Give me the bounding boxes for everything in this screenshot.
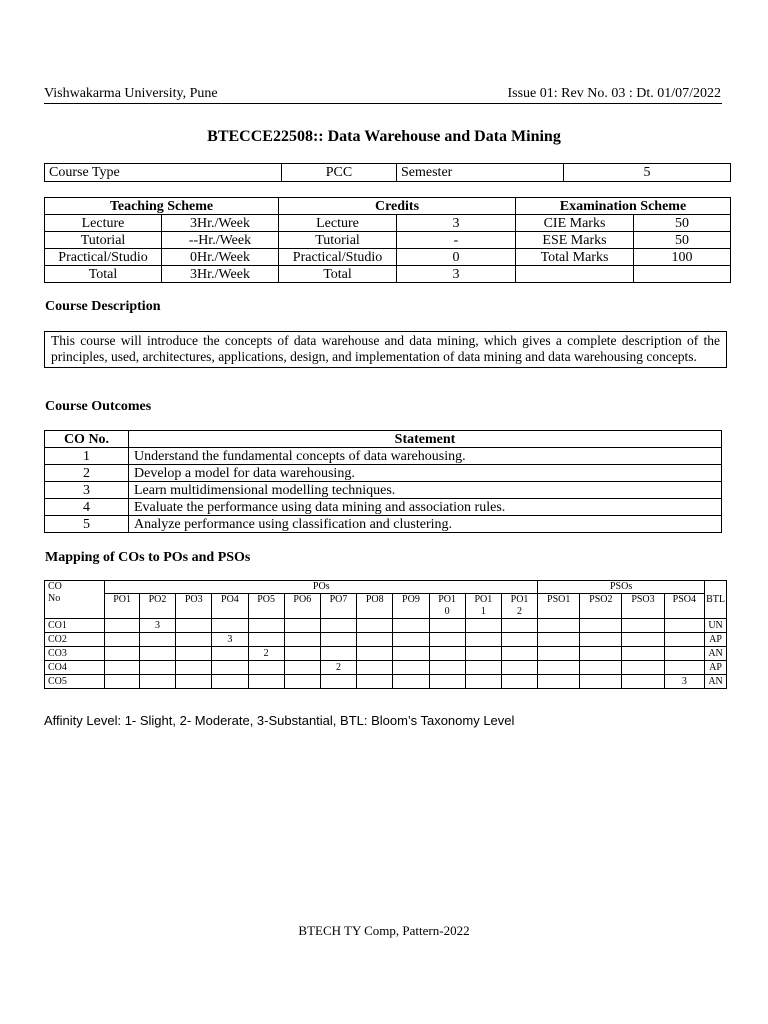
mapping-row bbox=[45, 633, 727, 647]
outcome-column-header: PO8 bbox=[357, 594, 393, 619]
mapping-cell bbox=[393, 619, 429, 633]
statement-header: Statement bbox=[129, 431, 722, 448]
mapping-cell bbox=[501, 647, 537, 661]
outcome-column-header: PO3 bbox=[176, 594, 212, 619]
mapping-cell bbox=[501, 661, 537, 675]
outcome-statement: Analyze performance using classification and clustering. bbox=[129, 516, 722, 533]
outcome-column-header: PO1 2 bbox=[501, 594, 537, 619]
scheme-row bbox=[45, 232, 731, 249]
scheme-cell: Total bbox=[279, 266, 397, 283]
outcome-column-header: PO5 bbox=[248, 594, 284, 619]
course-outcomes-table bbox=[44, 430, 722, 533]
outcome-statement: Develop a model for data warehousing. bbox=[129, 465, 722, 482]
outcome-row bbox=[45, 482, 722, 499]
mapping-cell bbox=[538, 647, 580, 661]
outcome-column-header: PSO2 bbox=[580, 594, 622, 619]
scheme-table bbox=[44, 197, 731, 283]
co-no-header: CO No. bbox=[45, 431, 129, 448]
mapping-cell bbox=[139, 633, 175, 647]
outcome-number: 3 bbox=[45, 482, 129, 499]
mapping-subheader-row bbox=[45, 594, 727, 619]
mapping-cell bbox=[393, 661, 429, 675]
scheme-cell: 3 bbox=[397, 266, 516, 283]
scheme-cell: 0Hr./Week bbox=[162, 249, 279, 266]
scheme-cell: 3Hr./Week bbox=[162, 266, 279, 283]
scheme-cell: Lecture bbox=[45, 215, 162, 232]
mapping-cell bbox=[105, 675, 140, 689]
mapping-cell bbox=[501, 619, 537, 633]
scheme-cell: 3 bbox=[397, 215, 516, 232]
mapping-cell bbox=[248, 661, 284, 675]
mapping-cell bbox=[465, 661, 501, 675]
scheme-cell: Total Marks bbox=[516, 249, 634, 266]
outcome-number: 4 bbox=[45, 499, 129, 516]
mapping-cell bbox=[212, 661, 248, 675]
mapping-header-row bbox=[45, 581, 727, 594]
mapping-row bbox=[45, 675, 727, 689]
mapping-cell bbox=[538, 619, 580, 633]
mapping-cell bbox=[176, 647, 212, 661]
co-header-line-1: CO bbox=[48, 581, 62, 592]
scheme-cell: ESE Marks bbox=[516, 232, 634, 249]
mapping-cell bbox=[284, 619, 320, 633]
mapping-cell bbox=[105, 661, 140, 675]
mapping-row bbox=[45, 619, 727, 633]
pos-header: POs bbox=[105, 581, 538, 594]
exam-scheme-header: Examination Scheme bbox=[516, 198, 731, 215]
course-outcomes-heading: Course Outcomes bbox=[45, 399, 152, 414]
psos-header: PSOs bbox=[538, 581, 705, 594]
teaching-scheme-header: Teaching Scheme bbox=[45, 198, 279, 215]
mapping-cell bbox=[284, 661, 320, 675]
outcome-column-header: PO7 bbox=[320, 594, 356, 619]
scheme-cell bbox=[634, 266, 731, 283]
university-name: Vishwakarma University, Pune bbox=[44, 86, 218, 101]
mapping-cell bbox=[176, 661, 212, 675]
mapping-row bbox=[45, 647, 727, 661]
outcome-column-header: PO1 0 bbox=[429, 594, 465, 619]
mapping-cell bbox=[664, 633, 705, 647]
semester-value: 5 bbox=[564, 164, 731, 182]
outcome-statement: Understand the fundamental concepts of data warehousing. bbox=[129, 448, 722, 465]
mapping-cell bbox=[248, 633, 284, 647]
mapping-cell bbox=[393, 633, 429, 647]
btl-header: BTL bbox=[705, 581, 727, 619]
mapping-cell: 3 bbox=[139, 619, 175, 633]
mapping-cell bbox=[465, 633, 501, 647]
mapping-cell bbox=[212, 647, 248, 661]
outcome-column-header: PO2 bbox=[139, 594, 175, 619]
co-no-header bbox=[45, 581, 105, 619]
mapping-cell bbox=[622, 633, 664, 647]
scheme-cell: --Hr./Week bbox=[162, 232, 279, 249]
mapping-cell bbox=[465, 647, 501, 661]
mapping-cell: 3 bbox=[664, 675, 705, 689]
course-type-label: Course Type bbox=[45, 164, 282, 182]
course-description-heading: Course Description bbox=[45, 299, 161, 314]
outcome-column-header: PO1 1 bbox=[465, 594, 501, 619]
scheme-cell: 3Hr./Week bbox=[162, 215, 279, 232]
scheme-cell: Tutorial bbox=[279, 232, 397, 249]
mapping-cell bbox=[580, 633, 622, 647]
mapping-cell bbox=[320, 633, 356, 647]
btl-cell: AN bbox=[705, 675, 727, 689]
mapping-cell bbox=[357, 675, 393, 689]
credits-header: Credits bbox=[279, 198, 516, 215]
btl-cell: UN bbox=[705, 619, 727, 633]
outcome-number: 1 bbox=[45, 448, 129, 465]
scheme-cell: CIE Marks bbox=[516, 215, 634, 232]
mapping-cell bbox=[664, 619, 705, 633]
scheme-cell: Practical/Studio bbox=[279, 249, 397, 266]
mapping-cell bbox=[393, 647, 429, 661]
mapping-cell bbox=[139, 675, 175, 689]
scheme-cell: 100 bbox=[634, 249, 731, 266]
mapping-cell bbox=[538, 633, 580, 647]
scheme-cell: Total bbox=[45, 266, 162, 283]
outcome-column-header: PSO3 bbox=[622, 594, 664, 619]
co-po-mapping-table bbox=[44, 580, 727, 689]
scheme-cell: Lecture bbox=[279, 215, 397, 232]
co-label: CO5 bbox=[45, 675, 105, 689]
mapping-cell bbox=[248, 619, 284, 633]
co-header-line-2: No bbox=[48, 593, 61, 604]
course-type-value: PCC bbox=[282, 164, 397, 182]
mapping-cell bbox=[664, 661, 705, 675]
mapping-cell bbox=[501, 633, 537, 647]
mapping-cell bbox=[429, 619, 465, 633]
mapping-cell bbox=[622, 661, 664, 675]
scheme-cell: 50 bbox=[634, 232, 731, 249]
outcome-column-header: PSO4 bbox=[664, 594, 705, 619]
mapping-cell bbox=[357, 647, 393, 661]
course-description-text: This course will introduce the concepts of data warehouse and data mining, which gives a complete description of the principles, used, architectures, applications, design, and implementation of data mining and data warehousing concepts. bbox=[44, 331, 727, 368]
outcome-column-header: PO1 bbox=[105, 594, 140, 619]
mapping-cell bbox=[320, 619, 356, 633]
outcome-column-header: PSO1 bbox=[538, 594, 580, 619]
mapping-cell bbox=[393, 675, 429, 689]
mapping-cell bbox=[580, 661, 622, 675]
co-label: CO4 bbox=[45, 661, 105, 675]
outcome-number: 5 bbox=[45, 516, 129, 533]
mapping-cell bbox=[580, 675, 622, 689]
outcome-statement: Learn multidimensional modelling techniques. bbox=[129, 482, 722, 499]
mapping-cell bbox=[105, 619, 140, 633]
mapping-cell bbox=[320, 647, 356, 661]
mapping-cell bbox=[465, 619, 501, 633]
co-label: CO1 bbox=[45, 619, 105, 633]
mapping-cell bbox=[429, 633, 465, 647]
outcome-row bbox=[45, 516, 722, 533]
semester-label: Semester bbox=[397, 164, 564, 182]
scheme-cell: - bbox=[397, 232, 516, 249]
mapping-cell bbox=[357, 633, 393, 647]
mapping-cell bbox=[429, 647, 465, 661]
header-divider bbox=[44, 103, 722, 104]
scheme-cell: 50 bbox=[634, 215, 731, 232]
mapping-cell: 2 bbox=[248, 647, 284, 661]
mapping-cell bbox=[580, 647, 622, 661]
mapping-cell bbox=[284, 675, 320, 689]
mapping-cell bbox=[501, 675, 537, 689]
co-label: CO3 bbox=[45, 647, 105, 661]
mapping-cell bbox=[105, 633, 140, 647]
course-info-table bbox=[44, 163, 731, 182]
course-title: BTECCE22508:: Data Warehouse and Data Mining bbox=[207, 128, 561, 145]
outcome-column-header: PO4 bbox=[212, 594, 248, 619]
issue-info: Issue 01: Rev No. 03 : Dt. 01/07/2022 bbox=[507, 86, 721, 101]
mapping-cell bbox=[357, 661, 393, 675]
mapping-cell bbox=[176, 619, 212, 633]
outcome-number: 2 bbox=[45, 465, 129, 482]
mapping-cell bbox=[622, 647, 664, 661]
mapping-cell bbox=[357, 619, 393, 633]
mapping-cell bbox=[622, 619, 664, 633]
mapping-cell bbox=[622, 675, 664, 689]
outcome-column-header: PO9 bbox=[393, 594, 429, 619]
mapping-cell bbox=[176, 633, 212, 647]
mapping-cell bbox=[320, 675, 356, 689]
mapping-cell bbox=[538, 661, 580, 675]
scheme-cell: 0 bbox=[397, 249, 516, 266]
outcome-row bbox=[45, 448, 722, 465]
mapping-cell bbox=[139, 647, 175, 661]
mapping-cell bbox=[538, 675, 580, 689]
mapping-cell bbox=[429, 675, 465, 689]
scheme-cell: Practical/Studio bbox=[45, 249, 162, 266]
scheme-row bbox=[45, 215, 731, 232]
outcome-row bbox=[45, 465, 722, 482]
page-footer: BTECH TY Comp, Pattern-2022 bbox=[298, 923, 470, 938]
scheme-cell bbox=[516, 266, 634, 283]
mapping-cell bbox=[465, 675, 501, 689]
mapping-cell bbox=[139, 661, 175, 675]
scheme-row bbox=[45, 266, 731, 283]
mapping-cell bbox=[284, 633, 320, 647]
mapping-cell bbox=[105, 647, 140, 661]
mapping-row bbox=[45, 661, 727, 675]
scheme-row bbox=[45, 249, 731, 266]
btl-cell: AP bbox=[705, 661, 727, 675]
mapping-cell bbox=[429, 661, 465, 675]
outcome-statement: Evaluate the performance using data mining and association rules. bbox=[129, 499, 722, 516]
mapping-cell bbox=[284, 647, 320, 661]
mapping-cell bbox=[212, 619, 248, 633]
btl-cell: AP bbox=[705, 633, 727, 647]
btl-cell: AN bbox=[705, 647, 727, 661]
co-label: CO2 bbox=[45, 633, 105, 647]
mapping-cell bbox=[664, 647, 705, 661]
mapping-cell: 2 bbox=[320, 661, 356, 675]
mapping-cell: 3 bbox=[212, 633, 248, 647]
mapping-cell bbox=[248, 675, 284, 689]
mapping-cell bbox=[176, 675, 212, 689]
mapping-heading: Mapping of COs to POs and PSOs bbox=[45, 550, 251, 565]
outcome-column-header: PO6 bbox=[284, 594, 320, 619]
outcome-row bbox=[45, 499, 722, 516]
mapping-cell bbox=[212, 675, 248, 689]
affinity-note: Affinity Level: 1- Slight, 2- Moderate, 3-Substantial, BTL: Bloom’s Taxonomy Level bbox=[44, 713, 515, 728]
mapping-cell bbox=[580, 619, 622, 633]
scheme-cell: Tutorial bbox=[45, 232, 162, 249]
